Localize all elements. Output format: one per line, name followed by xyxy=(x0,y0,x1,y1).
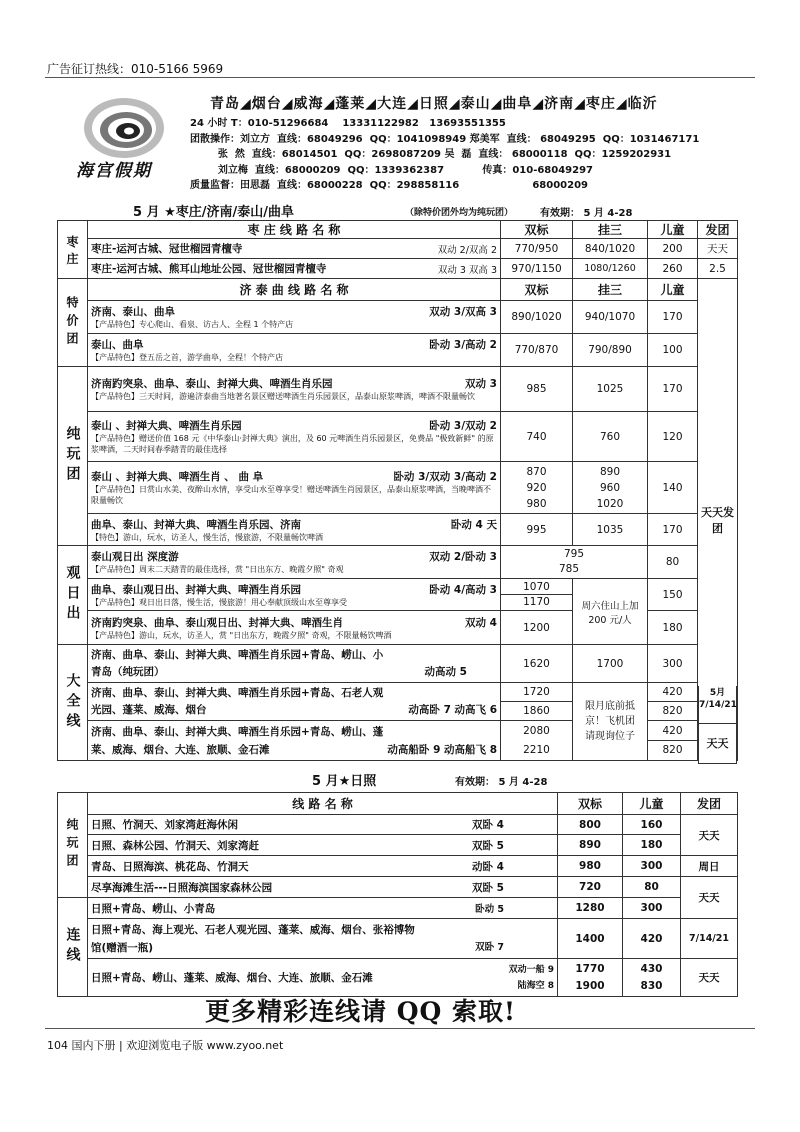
route-name: 莱、威海、烟台、大连、旅顺、金石滩 xyxy=(91,743,270,756)
table-row xyxy=(58,239,738,259)
route-name: 日照、森林公园、竹洞天、刘家湾赶 xyxy=(91,839,259,852)
price-gua: 890 xyxy=(599,465,621,478)
route-mode: 陆海空 8 xyxy=(517,980,554,991)
route-name: 馆(赠酒一瓶) xyxy=(91,941,154,954)
route-name: 济南、曲阜、泰山、封禅大典、啤酒生肖乐园+青岛、崂山、小 xyxy=(91,648,384,661)
route-name: 泰山、曲阜 xyxy=(91,339,144,351)
price-std: 1770 xyxy=(575,962,605,975)
route-name: 济南趵突泉、曲阜、泰山、封禅大典、啤酒生肖乐园 xyxy=(91,378,333,390)
price-child: 260 xyxy=(648,259,698,279)
price-std: 1200 xyxy=(501,611,573,645)
section-note: （除特价团外均为纯玩团） xyxy=(405,208,514,218)
price-child: 80 xyxy=(623,877,681,898)
route-name: 日照+青岛、崂山、蓬莱、威海、烟台、大连、旅顺、金石滩 xyxy=(91,972,373,984)
route-note: 【产品特色】日赏山水美、夜醉山水情，享受山水至尊享受！赠送啤酒生肖园景区，品泰山原浆啤酒，当晚啤酒不限量畅饮 xyxy=(91,485,491,505)
header-route: 济 泰 曲 线 路 名 称 xyxy=(88,279,501,301)
route-mode: 卧动 3/高动 2 xyxy=(429,339,497,351)
table-row xyxy=(58,334,738,367)
table-row xyxy=(58,301,738,334)
price-std: 785 xyxy=(558,563,580,575)
table-row xyxy=(58,815,738,835)
divider xyxy=(45,77,755,78)
header-std: 双标 xyxy=(501,221,573,239)
price-std: 890 xyxy=(558,835,623,856)
table-row xyxy=(58,259,738,279)
shandong-routes-table xyxy=(57,220,738,761)
price-std: 980 xyxy=(558,856,623,877)
price-child: 300 xyxy=(623,856,681,877)
route-name: 曲阜、泰山观日出、封禅大典、啤酒生肖乐园 xyxy=(91,583,301,596)
route-name: 济南、泰山、曲阜 xyxy=(91,306,175,318)
route-mode: 双动 2/双高 2 xyxy=(437,244,497,256)
route-mode: 卧动 5 xyxy=(475,904,504,915)
rz-chunwan-label: 纯玩团 xyxy=(58,793,88,898)
price-std: 920 xyxy=(526,481,547,494)
header-std: 双标 xyxy=(501,279,573,301)
contact-line: 张 然 直线：68014501 QQ：2698087209 吴 磊 直线： 68000118 QQ：1259202931 xyxy=(190,149,672,160)
table-header xyxy=(58,279,738,301)
departure: 天天 xyxy=(681,815,738,856)
departure: 周日 xyxy=(681,856,738,877)
price-child: 140 xyxy=(648,462,698,514)
price-gua: 1035 xyxy=(573,514,648,546)
route-name: 泰山 、封禅大典、啤酒生肖 、 曲 阜 xyxy=(91,471,264,483)
price-gua: 840/1020 xyxy=(573,239,648,259)
header-child: 儿童 xyxy=(648,221,698,239)
price-gua: 1020 xyxy=(596,497,624,510)
validity: 有效期： 5 月 4-28 xyxy=(455,777,548,788)
price-std: 980 xyxy=(526,497,547,510)
price-gua: 1700 xyxy=(573,645,648,683)
price-child: 170 xyxy=(648,367,698,412)
chunwan-label: 纯玩团 xyxy=(58,367,88,546)
departure-dates: 5月7/14/21 xyxy=(698,686,737,724)
route-name: 枣庄-运河古城、冠世榴园青檀寺 xyxy=(91,243,243,255)
departure: 2.5 xyxy=(698,259,738,279)
price-std: 890/1020 xyxy=(501,301,573,334)
contact-line: 团散操作：刘立方 直线：68049296 QQ：1041098949 郑美军 直线： 68049295 QQ：1031467171 xyxy=(190,133,700,145)
table-row xyxy=(58,462,738,514)
route-name: 青岛、日照海滨、桃花岛、竹洞天 xyxy=(91,860,249,873)
price-child: 80 xyxy=(648,546,698,579)
swirl-logo-icon xyxy=(62,90,192,160)
price-std: 995 xyxy=(501,514,573,546)
price-gua: 1025 xyxy=(573,367,648,412)
price-child: 170 xyxy=(648,514,698,546)
guanri-label: 观日出 xyxy=(58,546,88,645)
price-gua: 760 xyxy=(573,412,648,462)
departure-daily: 天天发团 xyxy=(698,279,738,761)
price-child: 180 xyxy=(648,611,698,645)
route-name: 尽享海滩生活---日照海滨国家森林公园 xyxy=(91,881,273,894)
price-std: 770/870 xyxy=(501,334,573,367)
contact-line: 24 小时 T：010-51296684 13331122982 13693551355 xyxy=(190,118,506,129)
departure: 天天 xyxy=(681,877,738,919)
route-mode: 双动 2/卧动 3 xyxy=(429,551,497,563)
rz-lianxian-label: 连线 xyxy=(58,898,88,997)
daquan-label: 大全线 xyxy=(58,645,88,761)
departure: 天天 xyxy=(698,239,738,259)
price-child: 170 xyxy=(648,301,698,334)
route-mode: 动高动 5 xyxy=(424,665,467,678)
price-std: 800 xyxy=(558,815,623,835)
header-gua: 挂三 xyxy=(573,221,648,239)
price-child: 160 xyxy=(623,815,681,835)
price-child: 100 xyxy=(648,334,698,367)
price-child: 430 xyxy=(640,962,663,975)
departure-dates: 7/14/21 xyxy=(681,919,738,959)
price-gua: 940/1070 xyxy=(573,301,648,334)
price-std: 740 xyxy=(501,412,573,462)
header-route: 枣 庄 线 路 名 称 xyxy=(88,221,501,239)
price-std: 1070 xyxy=(501,579,572,595)
price-child: 830 xyxy=(640,979,663,992)
route-mode: 卧动 3/双动 2 xyxy=(429,420,497,432)
table-row xyxy=(58,546,738,579)
route-name: 日照、竹洞天、刘家湾赶海休闲 xyxy=(91,819,238,831)
validity: 有效期： 5 月 4-28 xyxy=(540,208,633,219)
route-mode: 双动一船 9 xyxy=(508,964,554,975)
price-std: 1170 xyxy=(523,596,550,608)
header-route: 线 路 名 称 xyxy=(88,793,558,815)
route-name: 青岛（纯玩团） xyxy=(91,665,165,678)
price-gua: 960 xyxy=(599,481,621,494)
route-name: 泰山 、封禅大典、啤酒生肖乐园 xyxy=(91,420,242,432)
price-child: 820 xyxy=(662,705,683,717)
route-note: 【产品特色】登五岳之首，游学曲阜，全程！个特产店 xyxy=(91,353,283,362)
route-mode: 双卧 5 xyxy=(472,881,504,894)
header-dep: 发团 xyxy=(681,793,738,815)
departure: 天天 xyxy=(681,959,738,997)
price-std: 970/1150 xyxy=(501,259,573,279)
price-std: 1900 xyxy=(575,979,605,992)
route-name: 曲阜、泰山、封禅大典、啤酒生肖乐园、济南 xyxy=(91,518,301,531)
tejia-label: 特价团 xyxy=(58,279,88,367)
section-title: 5 月 ★枣庄/济南/泰山/曲阜 xyxy=(133,205,294,220)
logo-text: 海宫假期 xyxy=(76,161,152,181)
destination-cities: 青岛◢烟台◢威海◢蓬莱◢大连◢日照◢泰山◢曲阜◢济南◢枣庄◢临沂 xyxy=(210,96,658,112)
route-name: 济南、曲阜、泰山、封禅大典、啤酒生肖乐园+青岛、崂山、蓬 xyxy=(91,725,384,738)
route-note: 【产品特色】专心爬山、看泉、访古人、全程 1 个特产店 xyxy=(91,320,294,329)
price-child: 300 xyxy=(648,645,698,683)
route-mode: 动高船卧 9 动高船飞 8 xyxy=(387,743,497,756)
route-note: 【特色】游山，玩水，访圣人，慢生活，慢旅游，不限量畅饮啤酒 xyxy=(91,532,323,542)
route-mode: 双卧 7 xyxy=(475,941,504,953)
table-row xyxy=(58,877,738,898)
table-row xyxy=(58,367,738,412)
table-row xyxy=(58,856,738,877)
route-mode: 动卧 4 xyxy=(472,860,504,873)
price-std: 1280 xyxy=(558,898,623,919)
price-child: 200 xyxy=(648,239,698,259)
route-mode: 双动 3 xyxy=(465,378,497,390)
price-gua: 790/890 xyxy=(573,334,648,367)
table-row xyxy=(58,412,738,462)
company-logo xyxy=(62,90,192,180)
table-header xyxy=(58,221,738,239)
price-std: 2080 xyxy=(523,724,550,737)
contact-block xyxy=(190,116,699,194)
price-gua: 1080/1260 xyxy=(573,259,648,279)
ad-hotline: 广告征订热线：010-5166 5969 xyxy=(47,62,224,76)
table-row xyxy=(58,835,738,856)
header-std: 双标 xyxy=(558,793,623,815)
price-child: 120 xyxy=(648,412,698,462)
route-note: 【产品特色】游山，玩水，访圣人，赏 "日出东方，晚霞夕照" 奇观，不限量畅饮啤酒 xyxy=(91,630,392,640)
route-mode: 动高卧 7 动高飞 6 xyxy=(408,703,497,716)
table-row xyxy=(58,514,738,546)
header-child: 儿童 xyxy=(623,793,681,815)
route-name: 枣庄-运河古城、熊耳山地址公园、冠世榴园青檀寺 xyxy=(91,263,327,275)
divider xyxy=(45,1028,755,1029)
price-std: 985 xyxy=(501,367,573,412)
route-name: 济南、曲阜、泰山、封禅大典、啤酒生肖乐园+青岛、石老人观 xyxy=(91,686,384,699)
price-child: 150 xyxy=(648,579,698,611)
price-child: 420 xyxy=(623,919,681,959)
page-footer: 104 国内下册 | 欢迎浏览电子版 www.zyoo.net xyxy=(47,1039,284,1052)
route-name: 光园、蓬莱、威海、烟台 xyxy=(91,703,207,716)
rizhao-routes-table xyxy=(57,792,738,997)
route-note: 【产品特色】周末二天踏青的最佳选择，赏 "日出东方、晚霞夕照" 奇观 xyxy=(91,565,344,574)
table-row xyxy=(58,898,738,919)
price-std: 1720 xyxy=(501,683,572,702)
promo-footer: 更多精彩连线请 QQ 索取! xyxy=(205,997,516,1026)
weekend-surcharge: 周六住山上加 200 元/人 xyxy=(573,579,648,645)
price-std: 1860 xyxy=(523,705,550,717)
header-dep: 发团 xyxy=(698,221,738,239)
table-row xyxy=(58,683,738,721)
table-row xyxy=(58,579,738,611)
table-row xyxy=(58,959,738,997)
route-note: 【产品特色】三天时间，游遍济泰曲当地著名景区赠送啤酒生肖乐园景区，品泰山原浆啤酒，啤酒不限量畅饮 xyxy=(91,392,475,401)
table-header xyxy=(58,793,738,815)
table-row xyxy=(58,645,738,683)
route-name: 泰山观日出 深度游 xyxy=(91,551,179,563)
route-mode: 卧动 4/高动 3 xyxy=(429,583,497,596)
price-std: 1400 xyxy=(558,919,623,959)
price-child: 180 xyxy=(623,835,681,856)
contact-line: 刘立梅 直线：68000209 QQ：1339362387 传真：010-68049297 xyxy=(190,164,594,176)
price-std: 870 xyxy=(526,465,547,478)
price-std: 1620 xyxy=(501,645,573,683)
price-child: 300 xyxy=(623,898,681,919)
route-note: 【产品特色】赠送价值 168 元《中华泰山·封禅大典》演出，及 60 元啤酒生肖乐园景区，免费品 "极致新鲜" 的原浆啤酒，二天时间春季踏青的最佳选择 xyxy=(91,434,494,454)
route-mode: 双动 4 xyxy=(465,616,497,629)
route-name: 日照+青岛、崂山、小青岛 xyxy=(91,902,216,915)
section-title: 5 月★日照 xyxy=(312,774,377,789)
table-row xyxy=(58,919,738,959)
contact-line: 质量监督：田思磊 直线：68000228 QQ：298858116 68000209 xyxy=(190,180,588,191)
header-child: 儿童 xyxy=(648,279,698,301)
departure-daily: 天天 xyxy=(698,724,737,764)
route-mode: 双卧 4 xyxy=(472,819,504,831)
price-std: 795 xyxy=(563,548,585,560)
route-mode: 双动 3/双高 3 xyxy=(429,306,497,318)
limited-note: 限月底前抵京！飞机团请现询位子 xyxy=(573,683,648,761)
price-child: 420 xyxy=(648,721,697,741)
route-name: 日照+青岛、海上观光、石老人观光园、蓬莱、威海、烟台、张裕博物 xyxy=(91,923,415,936)
price-std: 770/950 xyxy=(501,239,573,259)
header-gua: 挂三 xyxy=(573,279,648,301)
route-name: 济南趵突泉、曲阜、泰山观日出、封禅大典、啤酒生肖 xyxy=(91,616,343,629)
price-child: 820 xyxy=(662,744,683,756)
route-mode: 双卧 5 xyxy=(472,839,504,852)
route-mode: 卧动 3/双动 3/高动 2 xyxy=(393,471,497,483)
route-note: 【产品特色】观日出日落，慢生活，慢旅游！用心奉献顶级山水至尊享受 xyxy=(91,597,347,607)
price-std: 720 xyxy=(558,877,623,898)
route-mode: 卧动 4 天 xyxy=(450,518,497,531)
price-std: 2210 xyxy=(523,743,550,756)
zaozhuang-label: 枣 庄 xyxy=(58,221,88,279)
price-child: 420 xyxy=(648,683,697,702)
route-mode: 双动 3 双高 3 xyxy=(437,264,497,276)
